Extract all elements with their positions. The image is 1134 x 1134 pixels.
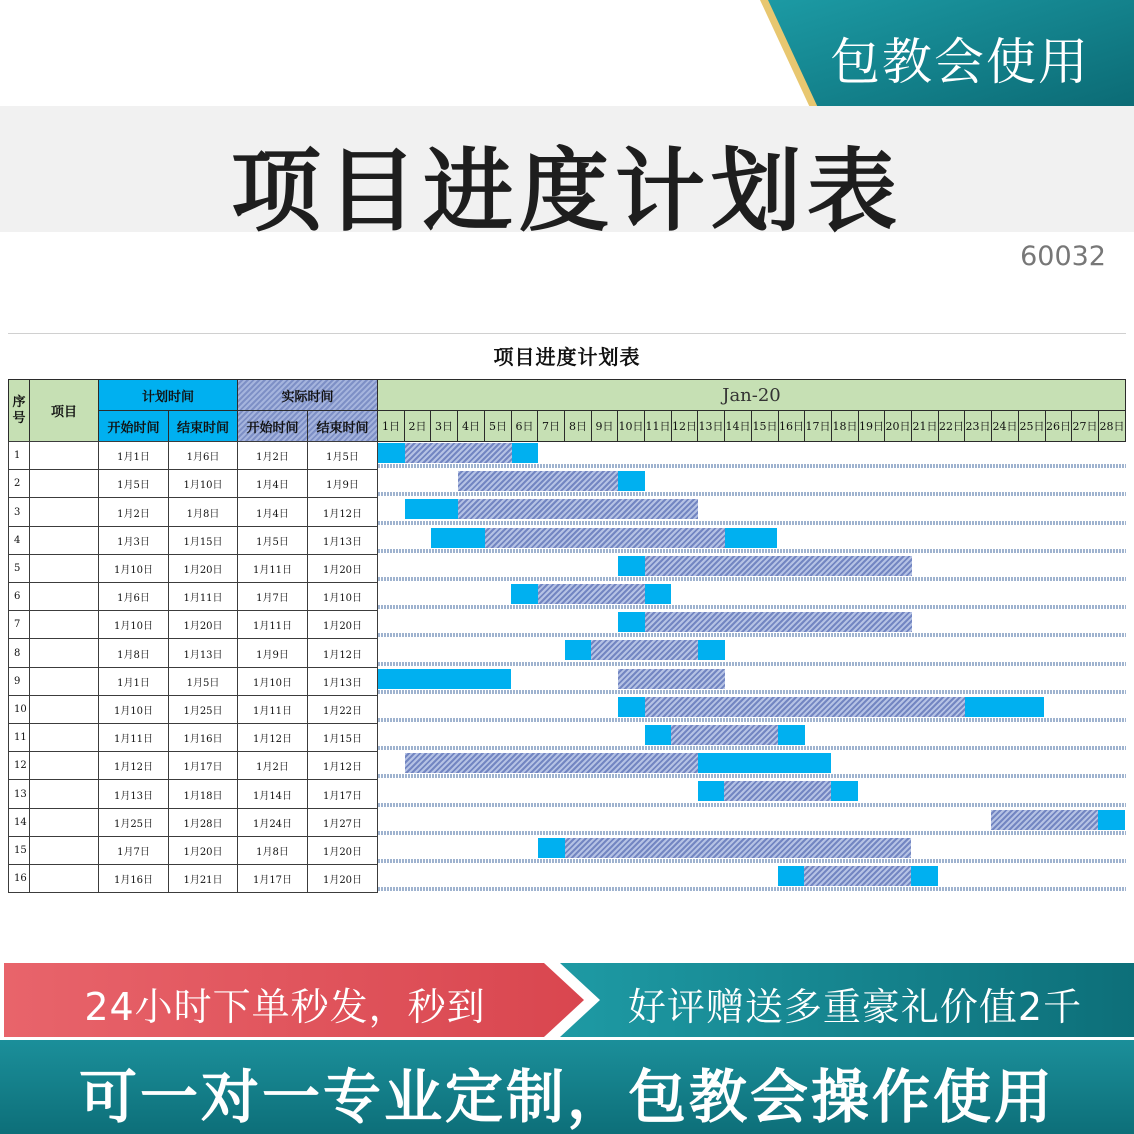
header-actual-end: 结束时间: [307, 410, 378, 442]
row-divider: [378, 662, 1126, 666]
row-plan-start: 1月10日: [98, 695, 169, 724]
row-actual-end: 1月20日: [307, 836, 378, 865]
banner-left-text: 24小时下单秒发，秒到: [84, 985, 486, 1029]
row-actual-start: 1月17日: [237, 864, 308, 893]
day-header-cell: 28日: [1098, 410, 1126, 442]
row-actual-end: 1月13日: [307, 526, 378, 555]
day-header-cell: 13日: [697, 410, 725, 442]
day-header-cell: 8日: [564, 410, 592, 442]
banner-bottom-text: 可一对一专业定制，包教会操作使用: [78, 1063, 1055, 1131]
day-header-cell: 9日: [591, 410, 618, 442]
header-index: 序号: [8, 379, 30, 442]
row-divider: [378, 831, 1126, 835]
plan-bar: [378, 669, 511, 689]
day-header-cell: 15日: [751, 410, 779, 442]
header-plan-group: 计划时间: [98, 379, 238, 411]
row-actual-end: 1月12日: [307, 751, 378, 780]
day-header-cell: 7日: [537, 410, 565, 442]
row-project[interactable]: [29, 526, 99, 555]
row-actual-start: 1月7日: [237, 582, 308, 611]
actual-bar: [538, 584, 645, 604]
row-divider: [378, 774, 1126, 778]
row-plan-start: 1月10日: [98, 610, 169, 639]
row-divider: [378, 605, 1126, 609]
row-index: 16: [8, 864, 30, 893]
row-project[interactable]: [29, 667, 99, 696]
row-actual-end: 1月12日: [307, 497, 378, 527]
row-plan-start: 1月1日: [98, 441, 169, 470]
actual-bar: [804, 866, 911, 886]
row-index: 2: [8, 469, 30, 498]
row-actual-start: 1月11日: [237, 554, 308, 583]
day-header-cell: 1日: [377, 410, 405, 442]
row-plan-start: 1月10日: [98, 554, 169, 583]
header-project: 项目: [29, 379, 99, 442]
row-divider: [378, 521, 1126, 525]
row-divider: [378, 859, 1126, 863]
header-plan-end: 结束时间: [168, 410, 238, 442]
row-plan-end: 1月28日: [168, 808, 238, 837]
actual-bar: [458, 499, 698, 519]
actual-bar: [565, 838, 911, 858]
day-header-cell: 27日: [1071, 410, 1099, 442]
row-index: 14: [8, 808, 30, 837]
row-plan-start: 1月7日: [98, 836, 169, 865]
header-month: Jan-20: [377, 379, 1126, 411]
row-plan-start: 1月11日: [98, 723, 169, 752]
row-divider: [378, 577, 1126, 581]
day-header-cell: 26日: [1045, 410, 1072, 442]
row-plan-end: 1月5日: [168, 667, 238, 696]
actual-bar: [405, 753, 698, 773]
row-plan-start: 1月2日: [98, 497, 169, 527]
row-actual-end: 1月10日: [307, 582, 378, 611]
row-actual-end: 1月12日: [307, 638, 378, 668]
row-plan-start: 1月13日: [98, 779, 169, 809]
banner-right-text: 好评赠送多重豪礼价值2千: [627, 985, 1083, 1029]
row-actual-start: 1月11日: [237, 695, 308, 724]
row-project[interactable]: [29, 723, 99, 752]
row-index: 4: [8, 526, 30, 555]
row-project[interactable]: [29, 441, 99, 470]
row-plan-end: 1月17日: [168, 751, 238, 780]
row-plan-end: 1月21日: [168, 864, 238, 893]
row-plan-end: 1月15日: [168, 526, 238, 555]
day-header-cell: 11日: [644, 410, 672, 442]
row-index: 3: [8, 497, 30, 527]
row-plan-end: 1月20日: [168, 610, 238, 639]
row-actual-start: 1月11日: [237, 610, 308, 639]
day-header-cell: 10日: [617, 410, 645, 442]
row-actual-end: 1月20日: [307, 610, 378, 639]
row-actual-end: 1月22日: [307, 695, 378, 724]
product-code: 60032: [1020, 241, 1106, 272]
row-divider: [378, 803, 1126, 807]
row-actual-end: 1月20日: [307, 864, 378, 893]
row-divider: [378, 549, 1126, 553]
row-plan-end: 1月20日: [168, 836, 238, 865]
row-plan-start: 1月5日: [98, 469, 169, 498]
row-plan-end: 1月11日: [168, 582, 238, 611]
day-header-cell: 3日: [430, 410, 458, 442]
day-header-cell: 21日: [911, 410, 939, 442]
day-header-cell: 14日: [724, 410, 752, 442]
row-plan-start: 1月12日: [98, 751, 169, 780]
row-actual-end: 1月5日: [307, 441, 378, 470]
row-actual-end: 1月13日: [307, 667, 378, 696]
row-index: 12: [8, 751, 30, 780]
actual-bar: [671, 725, 778, 745]
row-project[interactable]: [29, 695, 99, 724]
row-project[interactable]: [29, 864, 99, 893]
day-header-cell: 19日: [858, 410, 885, 442]
row-project[interactable]: [29, 751, 99, 780]
row-plan-end: 1月13日: [168, 638, 238, 668]
row-index: 9: [8, 667, 30, 696]
row-actual-start: 1月5日: [237, 526, 308, 555]
row-project[interactable]: [29, 554, 99, 583]
header-plan-start: 开始时间: [98, 410, 169, 442]
day-header-cell: 22日: [938, 410, 965, 442]
actual-bar: [645, 556, 912, 576]
row-plan-end: 1月20日: [168, 554, 238, 583]
row-plan-end: 1月18日: [168, 779, 238, 809]
row-plan-end: 1月10日: [168, 469, 238, 498]
day-header-cell: 4日: [457, 410, 485, 442]
row-actual-start: 1月10日: [237, 667, 308, 696]
day-header-cell: 24日: [991, 410, 1019, 442]
day-header-cell: 16日: [778, 410, 805, 442]
row-actual-start: 1月8日: [237, 836, 308, 865]
corner-banner-text: 包教会使用: [830, 33, 1090, 91]
actual-bar: [645, 612, 912, 632]
row-index: 10: [8, 695, 30, 724]
day-header-cell: 17日: [804, 410, 832, 442]
row-divider: [378, 746, 1126, 750]
row-divider: [378, 718, 1126, 722]
row-plan-start: 1月6日: [98, 582, 169, 611]
row-actual-end: 1月20日: [307, 554, 378, 583]
sheet-top-border: [8, 333, 1126, 334]
row-actual-start: 1月12日: [237, 723, 308, 752]
day-header-cell: 12日: [671, 410, 698, 442]
row-divider: [378, 633, 1126, 637]
actual-bar: [485, 528, 725, 548]
day-header-cell: 18日: [831, 410, 859, 442]
row-actual-start: 1月9日: [237, 638, 308, 668]
actual-bar: [724, 781, 831, 801]
row-plan-end: 1月8日: [168, 497, 238, 527]
row-index: 11: [8, 723, 30, 752]
row-project[interactable]: [29, 836, 99, 865]
row-index: 5: [8, 554, 30, 583]
row-project[interactable]: [29, 469, 99, 498]
header-actual-start: 开始时间: [237, 410, 308, 442]
row-actual-start: 1月24日: [237, 808, 308, 837]
day-header-cell: 2日: [404, 410, 431, 442]
sheet-title: 项目进度计划表: [493, 345, 641, 369]
row-plan-start: 1月25日: [98, 808, 169, 837]
row-actual-end: 1月27日: [307, 808, 378, 837]
actual-bar: [991, 810, 1098, 830]
row-project[interactable]: [29, 638, 99, 668]
row-actual-end: 1月15日: [307, 723, 378, 752]
row-project[interactable]: [29, 610, 99, 639]
row-index: 6: [8, 582, 30, 611]
header-actual-group: 实际时间: [237, 379, 378, 411]
day-header-cell: 6日: [511, 410, 538, 442]
row-index: 7: [8, 610, 30, 639]
day-header-cell: 23日: [964, 410, 992, 442]
row-actual-end: 1月17日: [307, 779, 378, 809]
day-header-cell: 25日: [1018, 410, 1046, 442]
row-plan-end: 1月6日: [168, 441, 238, 470]
row-index: 15: [8, 836, 30, 865]
row-project[interactable]: [29, 497, 99, 527]
actual-bar: [618, 669, 725, 689]
row-plan-end: 1月25日: [168, 695, 238, 724]
actual-bar: [458, 471, 618, 491]
actual-bar: [645, 697, 965, 717]
row-index: 8: [8, 638, 30, 668]
row-plan-end: 1月16日: [168, 723, 238, 752]
actual-bar: [591, 640, 698, 660]
row-plan-start: 1月1日: [98, 667, 169, 696]
row-plan-start: 1月3日: [98, 526, 169, 555]
row-actual-start: 1月4日: [237, 497, 308, 527]
page-title: 项目进度计划表: [231, 139, 903, 244]
row-project[interactable]: [29, 808, 99, 837]
row-divider: [378, 690, 1126, 694]
row-actual-start: 1月14日: [237, 779, 308, 809]
row-divider: [378, 492, 1126, 496]
row-actual-start: 1月2日: [237, 751, 308, 780]
row-plan-start: 1月8日: [98, 638, 169, 668]
actual-bar: [405, 443, 512, 463]
row-actual-start: 1月4日: [237, 469, 308, 498]
row-project[interactable]: [29, 779, 99, 809]
row-plan-start: 1月16日: [98, 864, 169, 893]
row-actual-end: 1月9日: [307, 469, 378, 498]
row-divider: [378, 887, 1126, 891]
day-header-cell: 20日: [884, 410, 912, 442]
day-header-cell: 5日: [484, 410, 512, 442]
row-project[interactable]: [29, 582, 99, 611]
row-index: 13: [8, 779, 30, 809]
row-actual-start: 1月2日: [237, 441, 308, 470]
row-divider: [378, 464, 1126, 468]
row-index: 1: [8, 441, 30, 470]
